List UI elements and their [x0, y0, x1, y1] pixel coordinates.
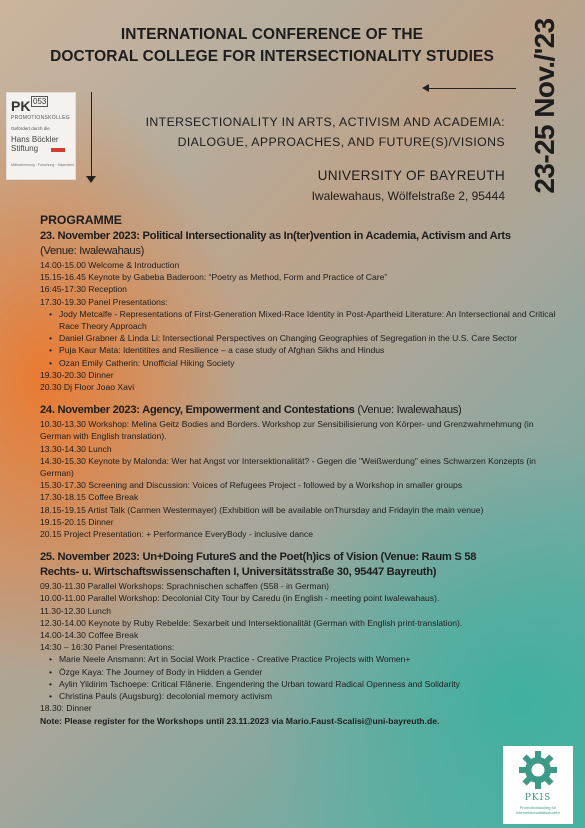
schedule-item: 20.15 Project Presentation: + Performance EveryBody - inclusive dance: [40, 529, 313, 540]
schedule-item: 11.30-12.30 Lunch: [40, 605, 112, 616]
logo-subline: Mitbestimmung · Forschung · Stipendien: [11, 163, 75, 167]
conference-title: [22, 24, 522, 68]
promotionskolleg-logo: [6, 92, 76, 180]
day-1-venue: (Venue: Iwalewahaus): [40, 245, 145, 257]
schedule-item: 14.00-14.30 Coffee Break: [40, 630, 139, 641]
day-3-venue: (Venue: Raum S 58: [377, 551, 477, 564]
panel-item: • Aylin Yildirim Tschoepe: Critical Flânerie. Engendering the Urban toward Radical Openness and Solidarity: [59, 678, 565, 690]
schedule-item: 14.00-15.00 Welcome & Introduction: [40, 260, 180, 270]
logo-funded-by: Gefördert durch die: [11, 126, 50, 131]
schedule-item: 12.30-14.00 Keynote by Ruby Rebelde: Sexarbeit und Intersektionalität (German with English print-translation).: [40, 617, 463, 628]
horizontal-arrow-line: [428, 88, 516, 89]
logo-promotionskolleg: PROMOTIONSKOLLEG: [11, 115, 70, 121]
university-name: UNIVERSITY OF BAYREUTH: [317, 168, 505, 183]
schedule-item: 09.30-11.30 Parallel Workshops: Sprachnischen schaffen (S58 - in German): [40, 581, 329, 592]
day-3: [40, 550, 565, 726]
day-3-title: 25. November 2023: Un+Doing FutureS and the Poet(h)ics of Vision: [40, 551, 378, 564]
theme-line-1: INTERSECTIONALITY IN ARTS, ACTIVISM AND ACADEMIA:: [145, 115, 505, 129]
conference-title-line-1: INTERNATIONAL CONFERENCE OF THE: [120, 26, 424, 43]
pkis-name: PKIS: [524, 793, 552, 803]
schedule-item: 17.30-18.15 Coffee Break: [40, 492, 139, 503]
programme-heading: PROGRAMME: [40, 213, 122, 227]
conference-theme: [110, 112, 505, 152]
registration-note: Note: Please register for the Workshops until 23.11.2023 via Mario.Faust-Scalisi@uni-bayreuth.de.: [40, 715, 440, 726]
panel-item: • Daniel Grabner & Linda Li: Intersectional Perspectives on Changing Geographies of Segregation in the U.S. Care Sector: [59, 332, 565, 344]
vertical-arrow-line: [91, 92, 92, 180]
date-block: [525, 16, 565, 196]
logo-number: 053: [33, 97, 47, 106]
pkis-logo: [503, 746, 573, 824]
schedule-item: 14:30 – 16:30 Panel Presentations:: [40, 642, 175, 653]
arrow-down-icon: [86, 176, 96, 183]
logo-pk-text: PK: [11, 98, 31, 114]
schedule-item: 19.15-20.15 Dinner: [40, 516, 114, 527]
schedule-item: 10.00-11.00 Parallel Workshop: Decolonial City Tour by Caredu (in English - meeting point Iwalewahaus).: [40, 593, 440, 604]
schedule-item: 20.30 Dj Floor Joao Xavi: [40, 382, 135, 393]
schedule-item: 16:45-17:30 Reception: [40, 284, 127, 295]
day-3-venue-address: Rechts- u. Wirtschaftswissenschaften I, Universitätsstraße 30, 95447 Bayreuth): [40, 566, 437, 579]
day-1-panel-list: [40, 308, 565, 369]
pkis-subtitle: Promotionskolleg für Intersektionalitätsstudien: [515, 805, 561, 815]
theme-line-2: DIALOGUE, APPROACHES, AND FUTURE(S)/VISIONS: [177, 135, 505, 149]
day-1-title: 23. November 2023: Political Intersectionality as In(ter)vention in Academia, Activism and Arts: [40, 230, 511, 242]
schedule-item: 14.30-15.30 Keynote by Malonda: Wer hat Angst vor Intersektionalität? - Gegen die "Weißwerdung" eines Schwarzen Konzepts (in German): [40, 455, 536, 479]
schedule-item: 19.30-20.30 Dinner: [40, 369, 114, 380]
day-2-heading: [40, 403, 565, 418]
schedule-item: 15.15-16.45 Keynote by Gabeba Baderoon: “Poetry as Method, Form and Practice of Care”: [40, 272, 388, 283]
programme-section: [40, 213, 565, 727]
schedule-item: 18.30: Dinner: [40, 703, 92, 714]
hbs-red-bar: [51, 148, 65, 152]
schedule-item: 15.30-17.30 Screening and Discussion: Voices of Refugees Project - followed by a Workshop in smaller groups: [40, 480, 463, 491]
schedule-item: 13.30-14.30 Lunch: [40, 443, 112, 454]
gear-icon: [503, 746, 573, 794]
day-3-panel-list: [40, 653, 565, 702]
day-1: [40, 229, 565, 393]
schedule-item: 10.30-13.30 Workshop: Melina Geitz Bodies and Borders. Workshop zur Sensibilisierung von Körper- und Grenzwahrnehmung (in German with English translation).: [40, 419, 534, 442]
venue-address: Iwalewahaus, Wölfelstraße 2, 95444: [311, 189, 505, 203]
hbs-line-1: Hans Böckler: [11, 135, 59, 144]
schedule-item: 17.30-19.30 Panel Presentations:: [40, 296, 168, 307]
panel-item: • Özge Kaya: The Journey of Body in Hidden a Gender: [59, 666, 565, 678]
day-2: [40, 403, 565, 540]
arrow-left-icon: [422, 84, 429, 92]
conference-title-line-2: DOCTORAL COLLEGE FOR INTERSECTIONALITY STUDIES: [50, 48, 494, 65]
conference-date: 23-25 Nov./'23: [529, 18, 560, 194]
panel-item: • Ozan Emily Catherin: Unofficial Hiking Society: [59, 357, 565, 369]
panel-item: • Puja Kaur Mata: Identitites and Resilience – a case study of Afghan Sikhs and Hindus: [59, 344, 565, 356]
day-1-heading: [40, 229, 565, 259]
day-2-title: 24. November 2023: Agency, Empowerment and Contestations: [40, 404, 355, 417]
day-3-heading: [40, 550, 565, 580]
hbs-line-2: Stiftung: [11, 144, 39, 153]
day-2-venue: (Venue: Iwalewahaus): [354, 404, 462, 417]
panel-item: • Christina Pauls (Augsburg): decolonial memory activism: [59, 690, 565, 702]
panel-item: • Jody Metcalfe - Representations of First-Generation Mixed-Race Identity in Post-Apartheid Literature: An Intersectional and Critical Race Theory Approach: [59, 308, 565, 332]
schedule-item: 18.15-19.15 Artist Talk (Carmen Westermayer) (Exhibition will be available onThursday and Fridayin the main venue): [40, 504, 484, 515]
panel-item: • Marie Neele Ansmann: Art in Social Work Practice - Creative Practice Projects with Women+: [59, 653, 565, 665]
